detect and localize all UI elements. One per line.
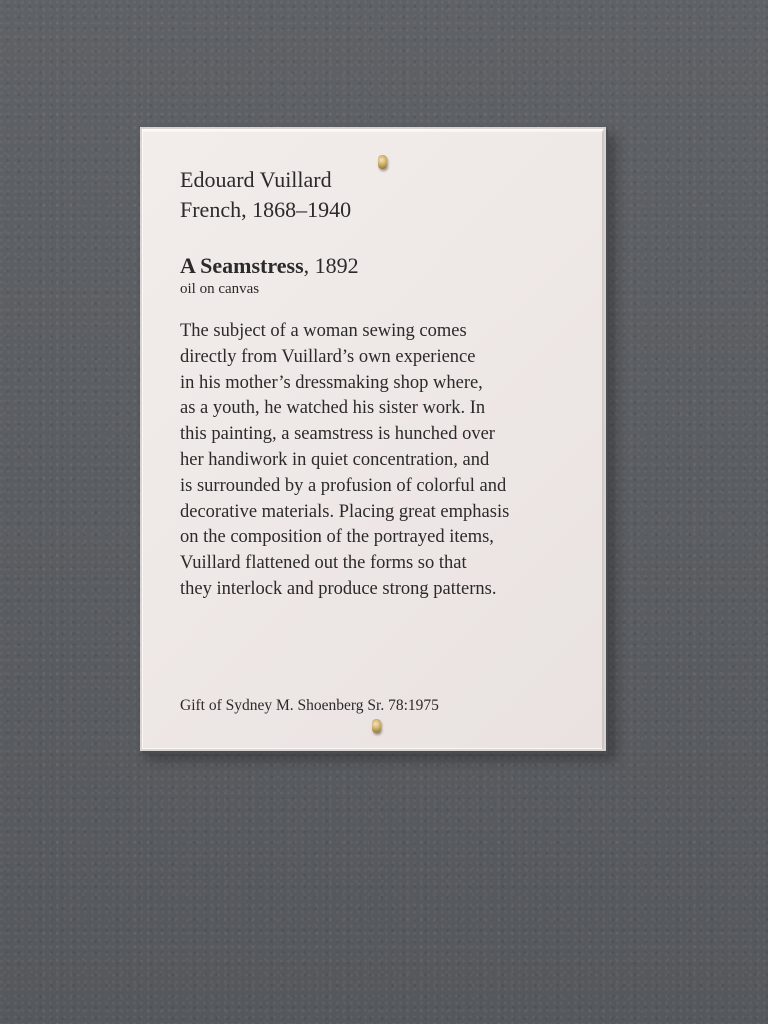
description-line: on the composition of the portrayed items, — [180, 527, 494, 548]
description-line: The subject of a woman sewing comes — [180, 321, 467, 341]
artist-name: Edouard Vuillard — [180, 167, 332, 192]
description-line: in his mother’s dressmaking shop where, — [180, 372, 483, 393]
artwork-medium: oil on canvas — [180, 281, 260, 297]
description-line: her handiwork in quiet concentration, and — [180, 449, 490, 470]
description-line: Vuillard flattened out the forms so that — [180, 553, 467, 574]
mounting-pin-icon — [372, 719, 381, 733]
artwork-title-line — [180, 253, 359, 279]
mounting-pin-icon — [378, 155, 387, 169]
description-line: is surrounded by a profusion of colorful and — [180, 475, 507, 496]
credit-line: Gift of Sydney M. Shoenberg Sr. 78:1975 — [180, 697, 439, 714]
artwork-description — [180, 319, 580, 603]
description-line: directly from Vuillard’s own experience — [180, 346, 476, 367]
description-line: decorative materials. Placing great emphasis — [180, 501, 510, 522]
artwork-year: , 1892 — [303, 253, 359, 278]
artist-nationality: French, 1868–1940 — [180, 197, 352, 222]
description-line: as a youth, he watched his sister work. In — [180, 398, 486, 419]
description-line: this painting, a seamstress is hunched over — [180, 424, 495, 445]
artwork-title: A Seamstress — [180, 253, 304, 278]
description-line: they interlock and produce strong patterns. — [180, 578, 497, 599]
museum-placard — [140, 127, 606, 751]
